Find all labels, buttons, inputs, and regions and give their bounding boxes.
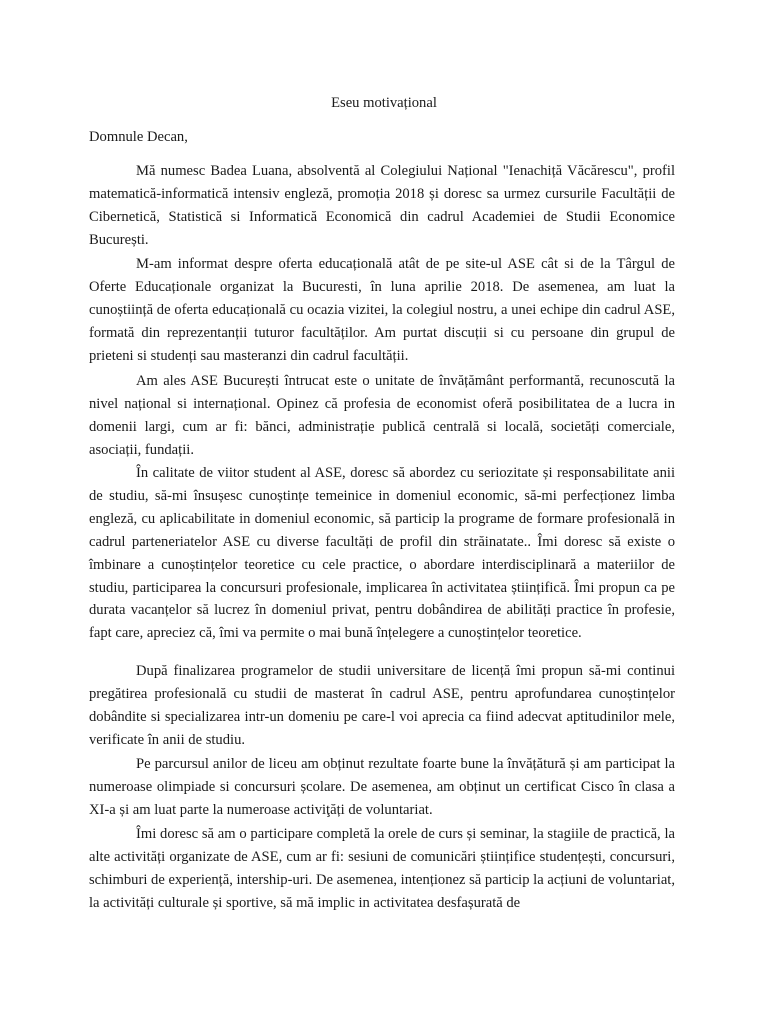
paragraph-3: Am ales ASE București întrucat este o unitate de învățământ performantă, recunoscută la nivel național si internațional. Opinez că profesia de economist oferă posibilitatea de a lucra in domenii largi, cum ar fi: bănci, administrație publică centrală si locală, societăți comerciale, asociații, fundații.: [89, 373, 675, 458]
document-title: Eseu motivațional: [331, 95, 437, 111]
paragraph-2: M-am informat despre oferta educațională atât de pe site-ul ASE cât si de la Târgul de Oferte Educaționale organizat la Bucuresti, în luna aprilie 2018. De asemenea, am luat la cunoștiință de oferta educațională cu ocazia vizitei, la colegiul nostru, a unei echipe din cadrul ASE, formată din reprezentanții tuturor facultăților. Am purtat discuții si cu persoane din grupul de prieteni si studenți sau masteranzi din cadrul facultății.: [89, 256, 675, 364]
paragraph-7: Îmi doresc să am o participare completă la orele de curs și seminar, la stagiile de practică, la alte activități organizate de ASE, cum ar fi: sesiuni de comunicări științifice studențești, concursuri, schimburi de experiență, intership-uri. De asemenea, intenționez să particip la acțiuni de voluntariat, la activități culturale și sportive, să mă implic in activitatea desfașurată de: [89, 826, 675, 911]
salutation: Domnule Decan,: [89, 129, 188, 145]
paragraph-5: După finalizarea programelor de studii universitare de licență îmi propun să-mi continui pregătirea profesională cu studii de masterat în cadrul ASE, pentru aprofundarea cunoștințelor dobândite si specializarea intr-un domeniu pe care-l voi aprecia ca fiind adecvat aptitudinilor mele, verificate în anii de studiu.: [89, 663, 675, 748]
paragraph-4: În calitate de viitor student al ASE, doresc să abordez cu seriozitate și responsabilitate anii de studiu, să-mi însușesc cunoștințe temeinice in domeniul economic, să-mi perfecționez limba engleză, cu aplicabilitate in domeniul economic, să particip la programe de formare profesională in cadrul parteneriatelor ASE cu diverse facultăți de profil din străinatate.. Îmi doresc să existe o îmbinare a cunoștințelor teoretice cu cele practice, o abordare interdisciplinară a materiilor de studiu, participarea la concursuri profesionale, implicarea în activitatea științifică. Îmi propun ca pe durata vacanțelor să lucrez în domeniul privat, pentru dobândirea de abilități practice în profesie, fapt care, apreciez că, îmi va permite o mai bună înțelegere a cunoștințelor teoretice.: [89, 465, 675, 642]
paragraph-6: Pe parcursul anilor de liceu am obținut rezultate foarte bune la învățătură și am participat la numeroase olimpiade si concursuri școlare. De asemenea, am obținut un certificat Cisco în clasa a XI-a și am luat parte la numeroase activiţăți de voluntariat.: [89, 756, 675, 818]
paragraph-1: Mă numesc Badea Luana, absolventă al Colegiului Național "Ienachiță Văcărescu", profil matematică-informatică intensiv engleză, promoția 2018 și doresc sa urmez cursurile Facultății de Cibernetică, Statistică si Informatică Economică din cadrul Academiei de Studii Economice București.: [89, 163, 675, 248]
